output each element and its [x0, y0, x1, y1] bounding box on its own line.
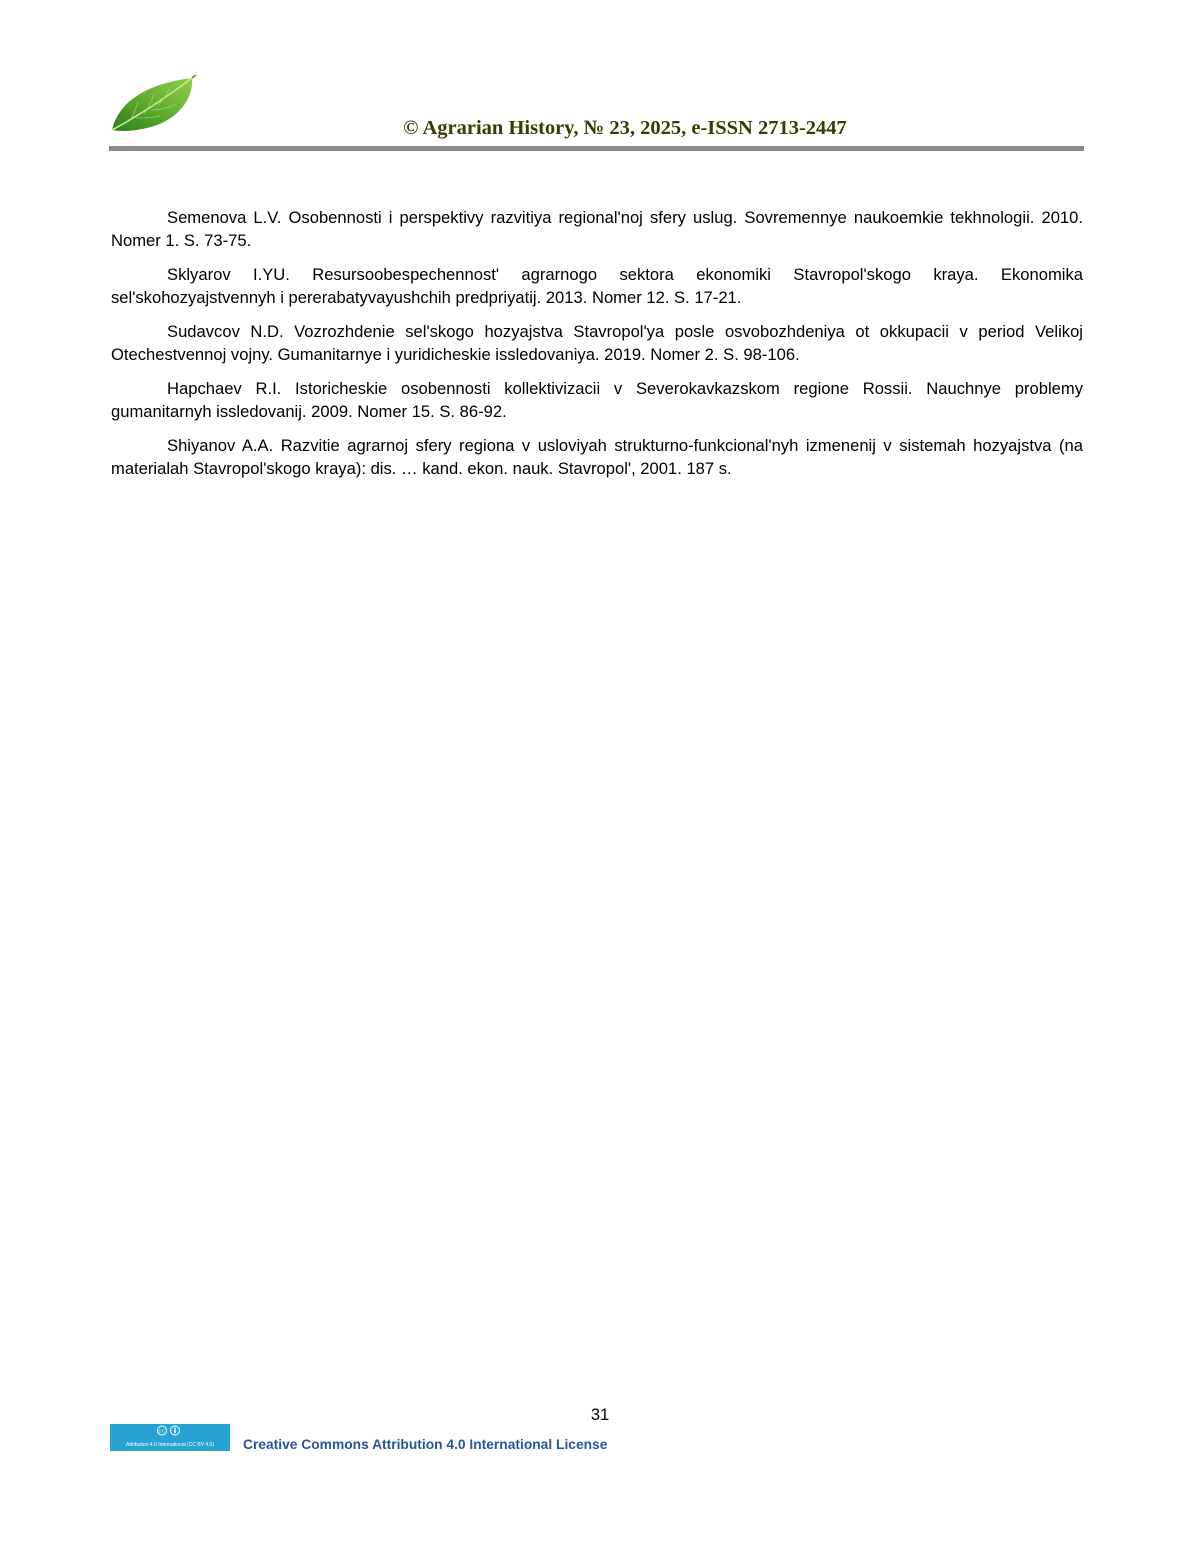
header-divider — [109, 146, 1084, 151]
cc-badge-label: Attribution 4.0 International (CC BY 4.0) — [125, 1442, 214, 1448]
license-link[interactable]: Creative Commons Attribution 4.0 International License — [243, 1437, 608, 1452]
reference-entry: Shiyanov A.A. Razvitie agrarnoj sfery regiona v usloviyah strukturno-funkcional'nyh izmenenij v sistemah hozyajstva (na materialah Stavropol'skogo kraya): dis. … kand. ekon. nauk. Stavropol', 2001. 187 s. — [111, 436, 1083, 478]
cc-license-badge[interactable] — [110, 1424, 230, 1451]
reference-entry: Hapchaev R.I. Istoricheskie osobennosti kollektivizacii v Severokavkazskom regione Rossii. Nauchnye problemy gumanitarnyh issledovanij. 2009. Nomer 15. S. 86-92. — [111, 379, 1083, 421]
page-number: 31 — [590, 1406, 610, 1424]
svg-text:cc: cc — [158, 1428, 166, 1435]
leaf-icon — [108, 74, 198, 134]
reference-entry: Semenova L.V. Osobennosti i perspektivy razvitiya regional'noj sfery uslug. Sovremennye naukoemkie tekhnologii. 2010. Nomer 1. S. 73-75. — [111, 208, 1083, 250]
cc-by-icon — [110, 1425, 230, 1439]
reference-entry: Sklyarov I.YU. Resursoobespechennost' agrarnogo sektora ekonomiki Stavropol'skogo kraya. Ekonomika sel'skohozyajstvennyh i pererabatyvayushchih predpriyatij. 2013. Nomer 12. S. 17-21. — [111, 265, 1083, 307]
journal-title: © Agrarian History, № 23, 2025, e-ISSN 2713-2447 — [403, 117, 847, 139]
reference-list — [111, 206, 1083, 491]
reference-entry: Sudavcov N.D. Vozrozhdenie sel'skogo hozyajstva Stavropol'ya posle osvobozhdeniya ot okkupacii v period Velikoj Otechestvennoj vojny. Gumanitarnye i yuridicheskie issledovaniya. 2019. Nomer 2. S. 98-106. — [111, 322, 1083, 364]
